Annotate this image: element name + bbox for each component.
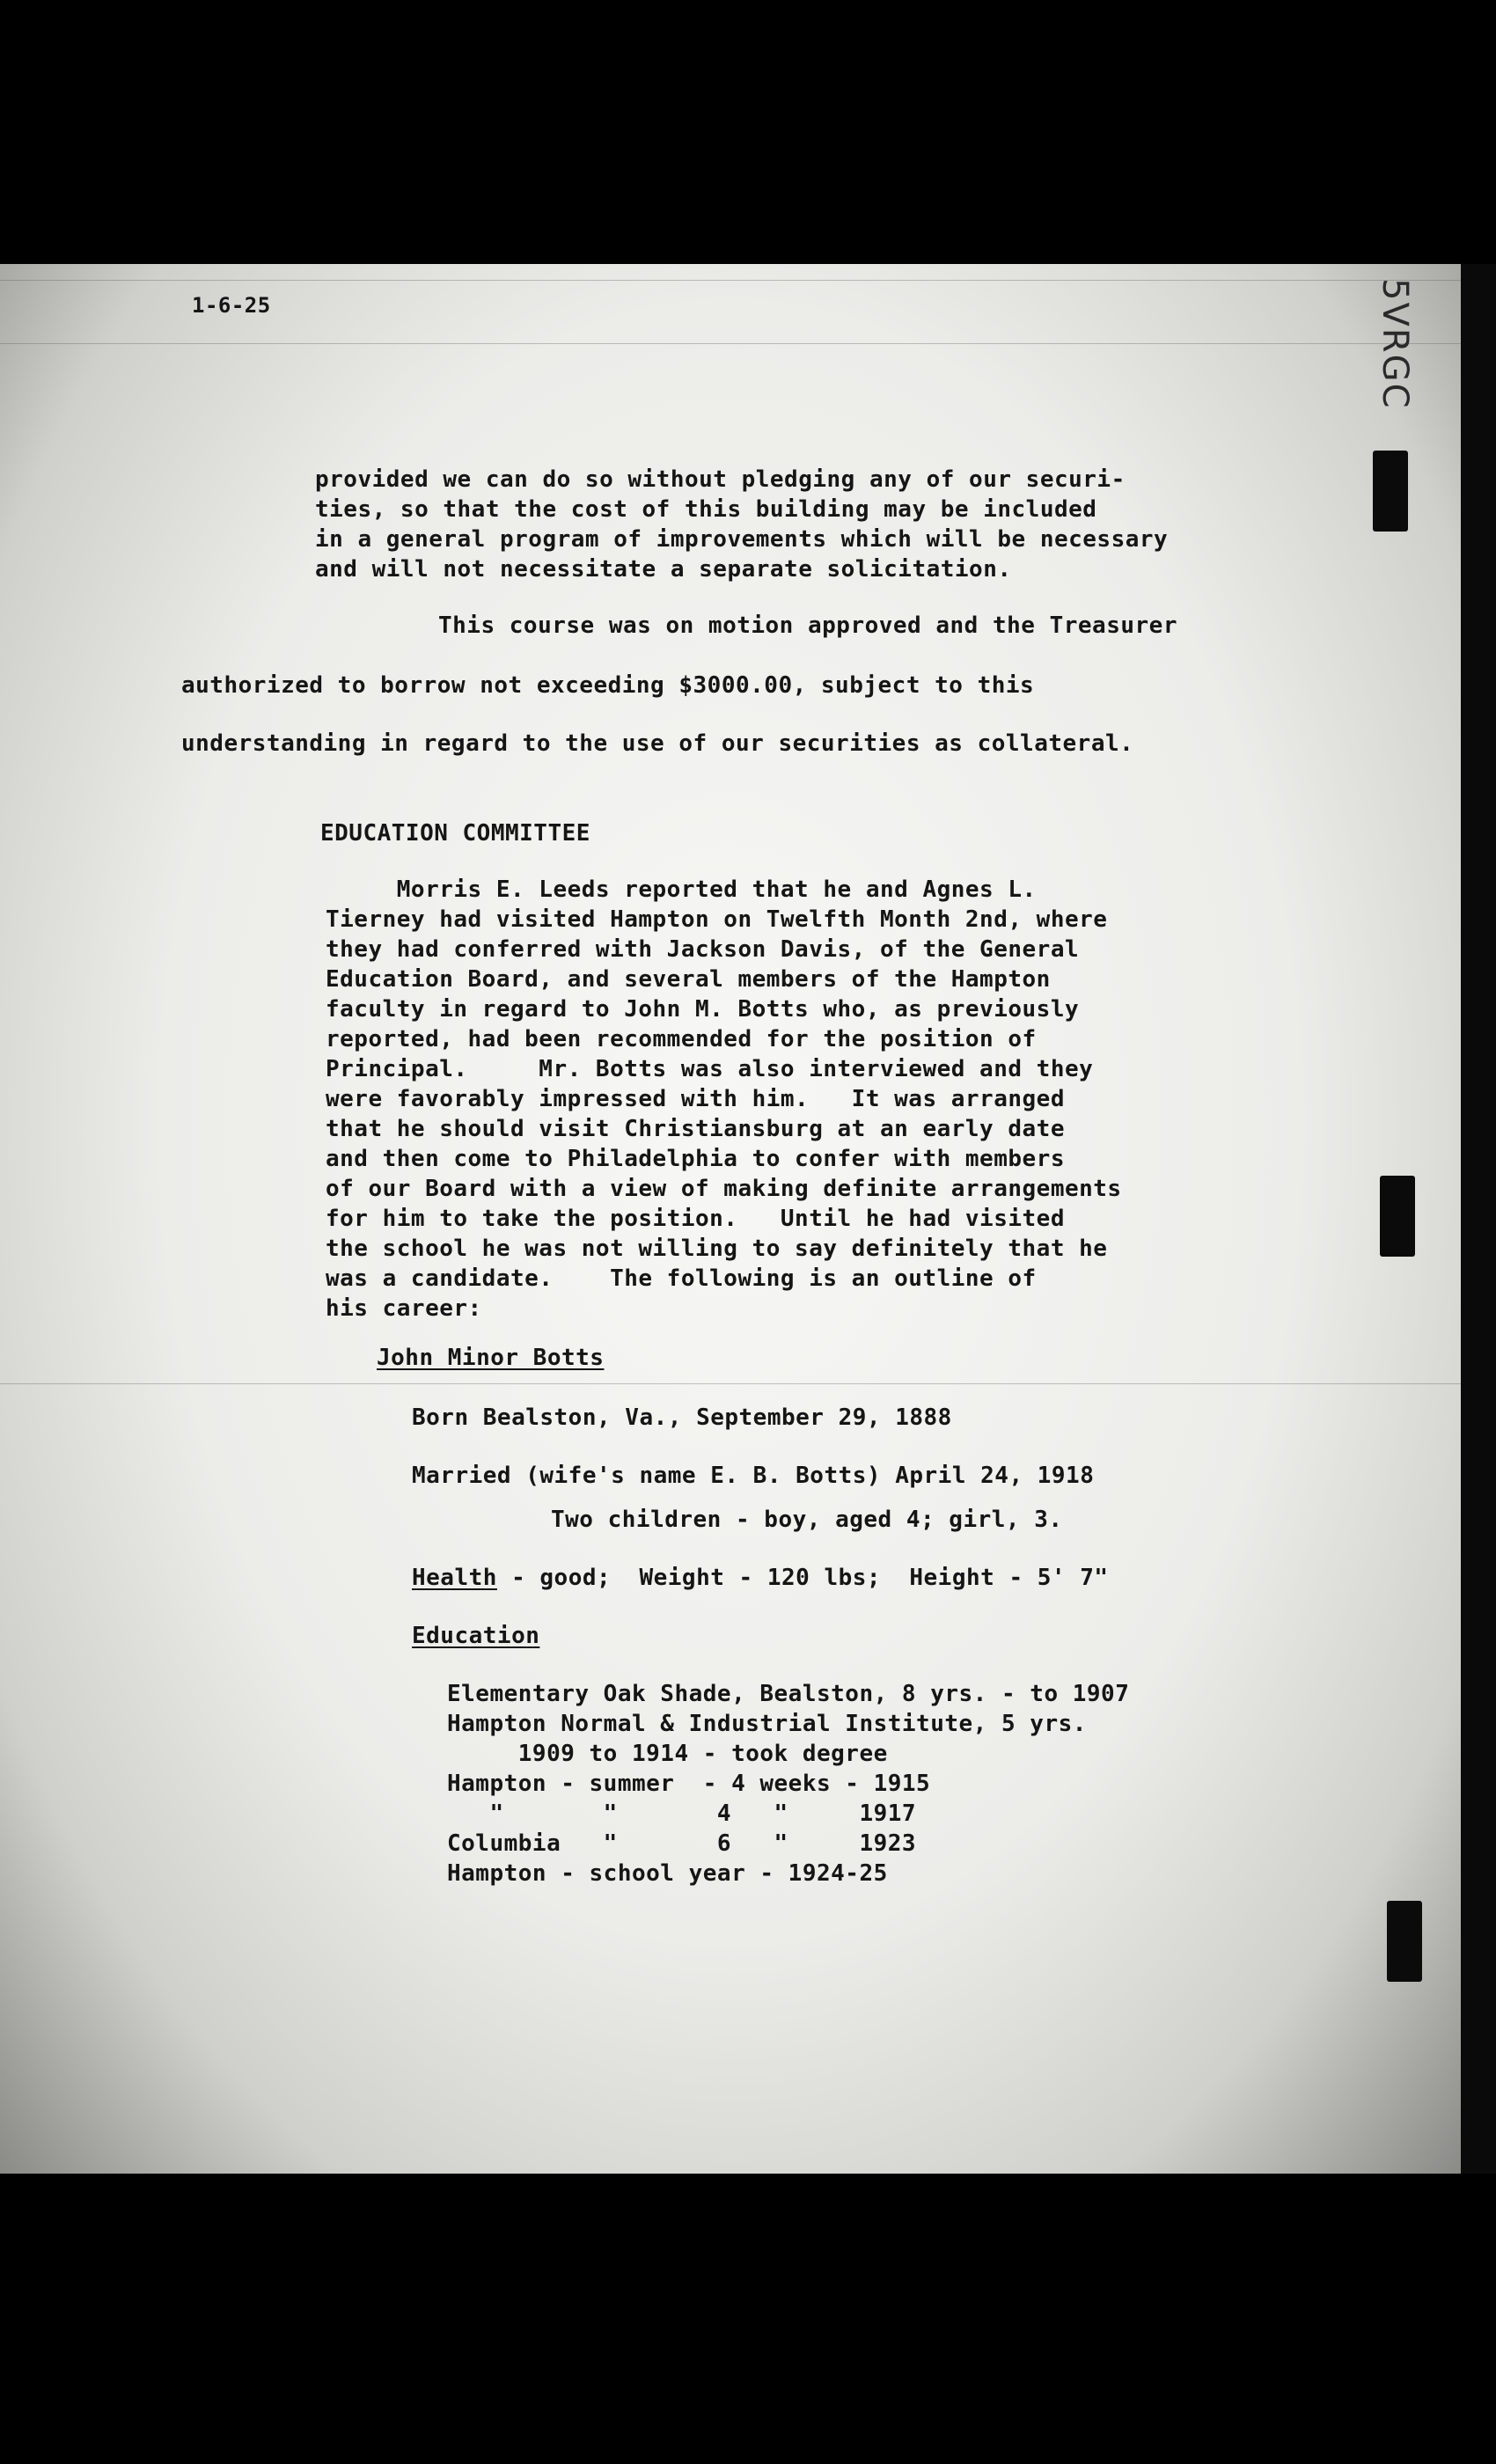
text-line: faculty in regard to John M. Botts who, as previously [326, 996, 1080, 1023]
education-item: Hampton - school year - 1924-25 [447, 1860, 888, 1887]
married-line: Married (wife's name E. B. Botts) April 24, 1918 [412, 1463, 1095, 1489]
education-item: Hampton - summer - 4 weeks - 1915 [447, 1771, 931, 1797]
text-line: they had conferred with Jackson Davis, of the General [326, 936, 1080, 963]
text-line: and will not necessitate a separate solicitation. [315, 556, 1012, 583]
health-label: Health [412, 1565, 497, 1591]
section-heading: EDUCATION COMMITTEE [320, 820, 590, 847]
education-label: Education [412, 1623, 540, 1649]
career-name: John Minor Botts [377, 1345, 605, 1371]
education-item: Columbia " 6 " 1923 [447, 1830, 917, 1857]
children-line: Two children - boy, aged 4; girl, 3. [551, 1507, 1063, 1533]
registration-mark [1387, 1901, 1422, 1982]
text-line: Morris E. Leeds reported that he and Agnes L. [326, 876, 1037, 903]
registration-mark [1380, 1176, 1415, 1257]
health-details: - good; Weight - 120 lbs; Height - 5' 7" [496, 1565, 1109, 1591]
text-line: and then come to Philadelphia to confer with members [326, 1146, 1065, 1172]
ruled-line [0, 280, 1461, 281]
text-line: understanding in regard to the use of our securities as collateral. [181, 730, 1134, 757]
text-line: were favorably impressed with him. It was arranged [326, 1086, 1065, 1112]
education-item: Hampton Normal & Industrial Institute, 5 yrs. [447, 1711, 1087, 1737]
text-line: This course was on motion approved and the Treasurer [438, 612, 1177, 639]
text-line: the school he was not willing to say definitely that he [326, 1236, 1108, 1262]
ruled-line [0, 1383, 1461, 1384]
text-line: ties, so that the cost of this building may be included [315, 496, 1097, 523]
text-line: was a candidate. The following is an outline of [326, 1265, 1037, 1292]
text-line: Principal. Mr. Botts was also interviewed and they [326, 1056, 1094, 1082]
ruled-line [0, 343, 1461, 344]
text-line: reported, had been recommended for the position of [326, 1026, 1037, 1052]
text-line: of our Board with a view of making definite arrangements [326, 1176, 1122, 1202]
page-edge-shadow [1461, 264, 1496, 2174]
text-line: Tierney had visited Hampton on Twelfth Month 2nd, where [326, 906, 1108, 933]
text-line: that he should visit Christiansburg at an early date [326, 1116, 1065, 1142]
text-line: his career: [326, 1295, 482, 1322]
education-item: Elementary Oak Shade, Bealston, 8 yrs. - to 1907 [447, 1681, 1130, 1707]
archive-stamp: 5VRGC [1375, 278, 1415, 410]
text-line: authorized to borrow not exceeding $3000.00, subject to this [181, 672, 1035, 699]
text-line: in a general program of improvements which will be necessary [315, 526, 1169, 553]
text-line: for him to take the position. Until he had visited [326, 1206, 1065, 1232]
education-item: 1909 to 1914 - took degree [447, 1741, 888, 1767]
date-code: 1-6-25 [192, 293, 271, 318]
born-line: Born Bealston, Va., September 29, 1888 [412, 1404, 952, 1431]
text-line: Education Board, and several members of the Hampton [326, 966, 1051, 993]
text-line: provided we can do so without pledging any of our securi- [315, 466, 1126, 493]
education-item: " " 4 " 1917 [447, 1800, 917, 1827]
health-line [412, 1563, 1109, 1593]
registration-mark [1373, 451, 1408, 532]
